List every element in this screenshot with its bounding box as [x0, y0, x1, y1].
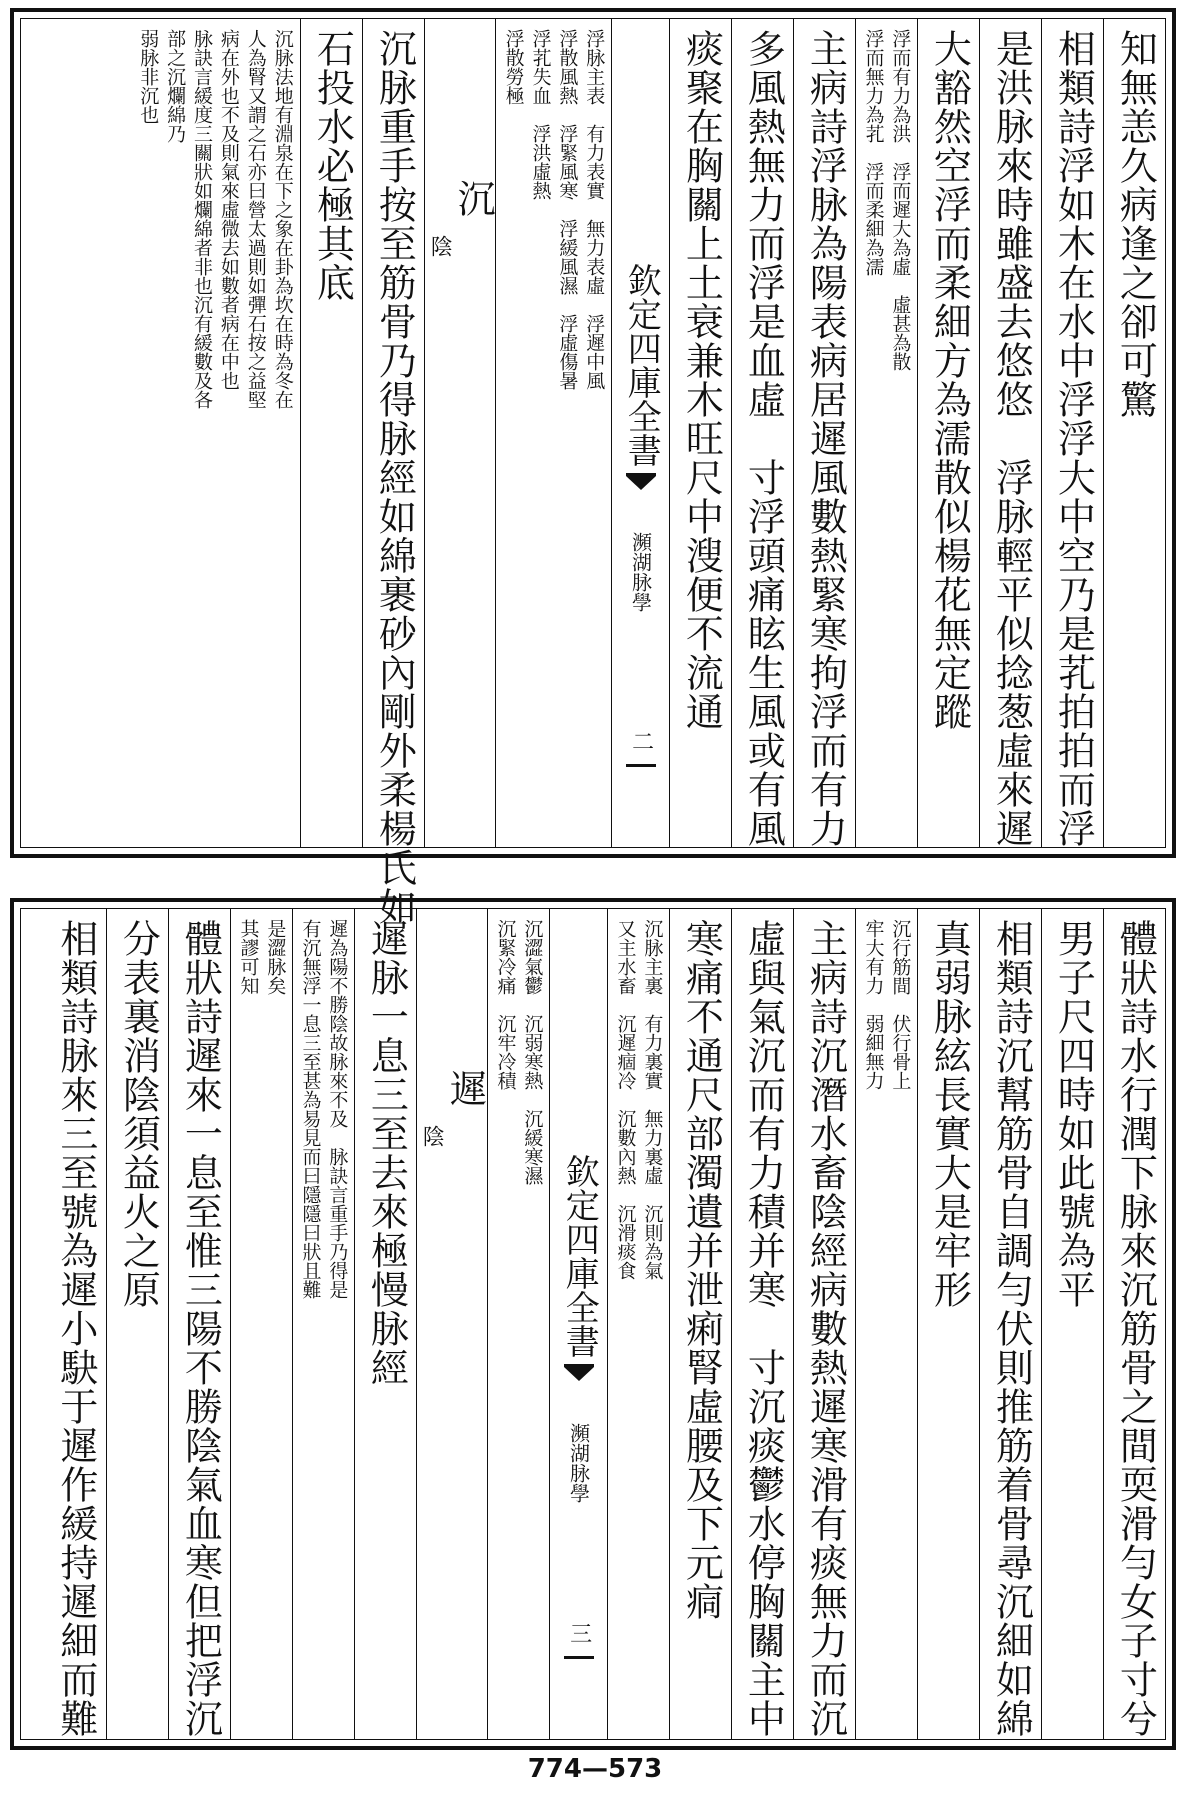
annotation-text-line: 又主水畜 沉遲痼冷 沉數內熱 沉滑痰食 — [614, 919, 637, 1280]
text-column — [793, 909, 855, 1739]
fish-tail-mark — [626, 473, 656, 520]
text-column — [855, 909, 917, 1739]
fish-tail-mark — [564, 1364, 594, 1411]
text-column — [1041, 909, 1103, 1739]
book-spine-column — [611, 19, 669, 847]
text-column — [793, 19, 855, 847]
annotation-text-line: 部之沉爛綿乃 — [164, 29, 187, 143]
text-column — [106, 909, 168, 1739]
annotation-text-line: 病在外也不及則氣來虛微去如數者病在中也 — [217, 29, 240, 390]
main-text-line: 虛與氣沉而有力積并寒 寸沉痰鬱水停胸關主中 — [741, 919, 786, 1738]
main-text-line: 知無恙久病逢之卻可驚 — [1113, 29, 1158, 419]
main-text-line: 沉脉重手按至筋骨乃得脉經如綿裹砂內剛外柔楊氏如 — [372, 29, 417, 926]
main-text-line: 體狀詩遲來一息至惟三陽不勝陰氣血寒但把浮沉 — [178, 919, 223, 1738]
main-text-line: 體狀詩水行潤下脉來沉筋骨之間耎滑勻女子寸兮 — [1113, 919, 1158, 1738]
text-column — [1041, 19, 1103, 847]
spine-page-number: 二 — [628, 730, 654, 752]
text-column — [979, 19, 1041, 847]
main-text-line: 痰聚在胸關上土衰兼木旺尺中溲便不流通 — [679, 29, 724, 731]
text-column — [424, 19, 495, 847]
text-column — [669, 909, 731, 1739]
text-column — [300, 19, 362, 847]
annotation-text-line: 有沉無浮一息三至甚為易見而曰隱隱曰狀且難 — [299, 919, 322, 1299]
text-column — [731, 909, 793, 1739]
annotation-text-line: 牢大有力 弱細無力 — [862, 919, 885, 1090]
spine-title: 欽定四庫全書 — [559, 1153, 600, 1358]
annotation-text-line: 沉脉法地有淵泉在下之象在卦為坎在時為冬在 — [271, 29, 294, 409]
annotation-text-line: 浮脉主表 有力表實 無力表虛 浮遲中風 — [583, 29, 606, 390]
text-column — [731, 19, 793, 847]
main-text-line: 主病詩浮脉為陽表病居遲風數熱緊寒拘浮而有力 — [803, 29, 848, 848]
annotation-text-line: 是澀脉矣 — [264, 919, 287, 995]
text-column — [979, 909, 1041, 1739]
text-column — [669, 19, 731, 847]
main-text-line: 相類詩脉來三至號為遲小駃于遲作緩持遲細而難 — [53, 919, 98, 1738]
main-text-line: 男子尺四時如此號為平 — [1051, 919, 1096, 1309]
text-column — [130, 19, 300, 847]
main-text-line: 遲脉一息三至去來極慢脉經 — [364, 919, 409, 1387]
text-column — [495, 19, 611, 847]
main-text-line: 主病詩沉潛水畜陰經病數熱遲寒滑有痰無力而沉 — [803, 919, 848, 1738]
main-text-line: 石投水必極其底 — [310, 29, 355, 302]
annotation-text-line: 沉緊冷痛 沉牢冷積 — [494, 919, 517, 1090]
text-column — [1103, 19, 1165, 847]
text-column — [917, 19, 979, 847]
text-column — [1103, 909, 1165, 1739]
main-text-line: 相類詩沉幫筋骨自調勻伏則推筋着骨尋沉細如綿 — [989, 919, 1034, 1738]
annotation-text-line: 遲為陽不勝陰故脉來不及 脉訣言重手乃得是 — [326, 919, 349, 1299]
top-page-columns — [20, 18, 1166, 926]
yin-label: 陰 — [419, 1125, 445, 1147]
lower-fish-tail-mark — [626, 764, 656, 767]
page-footer-number: 774—573 — [527, 1754, 663, 1784]
text-column — [292, 909, 354, 1739]
text-column — [354, 909, 416, 1739]
annotation-text-line: 沉澀氣鬱 沉弱寒熱 沉緩寒濕 — [521, 919, 544, 1185]
spine-book-title: 瀕湖脉學 — [628, 531, 653, 612]
main-text-line: 分表裏消陰須益火之原 — [116, 919, 161, 1309]
spine-page-number: 三 — [566, 1622, 592, 1644]
bottom-page — [10, 898, 1176, 1750]
pulse-heading: 遲 — [443, 1069, 487, 1107]
yin-label: 陰 — [427, 235, 453, 257]
text-column — [917, 909, 979, 1739]
annotation-text-line: 人為腎又謂之石亦曰營太過則如彈石按之益堅 — [244, 29, 267, 409]
text-column — [607, 909, 669, 1739]
text-column — [362, 19, 424, 926]
text-column — [487, 909, 549, 1739]
text-column — [44, 909, 106, 1739]
spine-book-title: 瀕湖脉學 — [566, 1422, 591, 1503]
main-text-line: 真弱脉絃長實大是牢形 — [927, 919, 972, 1309]
book-spine-column — [549, 909, 607, 1739]
text-column — [416, 909, 487, 1739]
main-text-line: 大豁然空浮而柔細方為濡散似楊花無定蹤 — [927, 29, 972, 731]
annotation-text-line: 浮芤失血 浮洪虛熱 — [529, 29, 552, 200]
spine-title: 欽定四庫全書 — [621, 262, 662, 467]
annotation-text-line: 沉脉主裏 有力裏實 無力裏虛 沉則為氣 — [641, 919, 664, 1280]
annotation-text-line: 浮散風熱 浮緊風寒 浮緩風濕 浮虛傷暑 — [556, 29, 579, 390]
top-page — [10, 8, 1176, 926]
annotation-text-line: 浮而無力為芤 浮而柔細為濡 — [862, 29, 885, 276]
text-column — [855, 19, 917, 847]
text-column — [230, 909, 292, 1739]
main-text-line: 相類詩浮如木在水中浮浮大中空乃是芤拍拍而浮 — [1051, 29, 1096, 848]
lower-fish-tail-mark — [564, 1656, 594, 1659]
annotation-text-line: 浮散勞極 — [502, 29, 525, 105]
annotation-text-line: 弱脉非沉也 — [137, 29, 160, 124]
pulse-heading: 沉 — [451, 179, 495, 217]
annotation-text-line: 脉訣言緩度三關狀如爛綿者非也沉有緩數及各 — [191, 29, 214, 409]
annotation-text-line: 沉行筋間 伏行骨上 — [889, 919, 912, 1090]
main-text-line: 多風熱無力而浮是血虛 寸浮頭痛眩生風或有風 — [741, 29, 786, 848]
annotation-text-line: 其謬可知 — [237, 919, 260, 995]
annotation-text-line: 浮而有力為洪 浮而遲大為虛 虛甚為散 — [889, 29, 912, 371]
text-column — [168, 909, 230, 1739]
main-text-line: 是洪脉來時雖盛去悠悠 浮脉輕平似捻葱虛來遲 — [989, 29, 1034, 848]
bottom-page-columns — [20, 908, 1166, 1740]
main-text-line: 寒痛不通尺部濁遺并泄痢腎虛腰及下元痌 — [679, 919, 724, 1621]
